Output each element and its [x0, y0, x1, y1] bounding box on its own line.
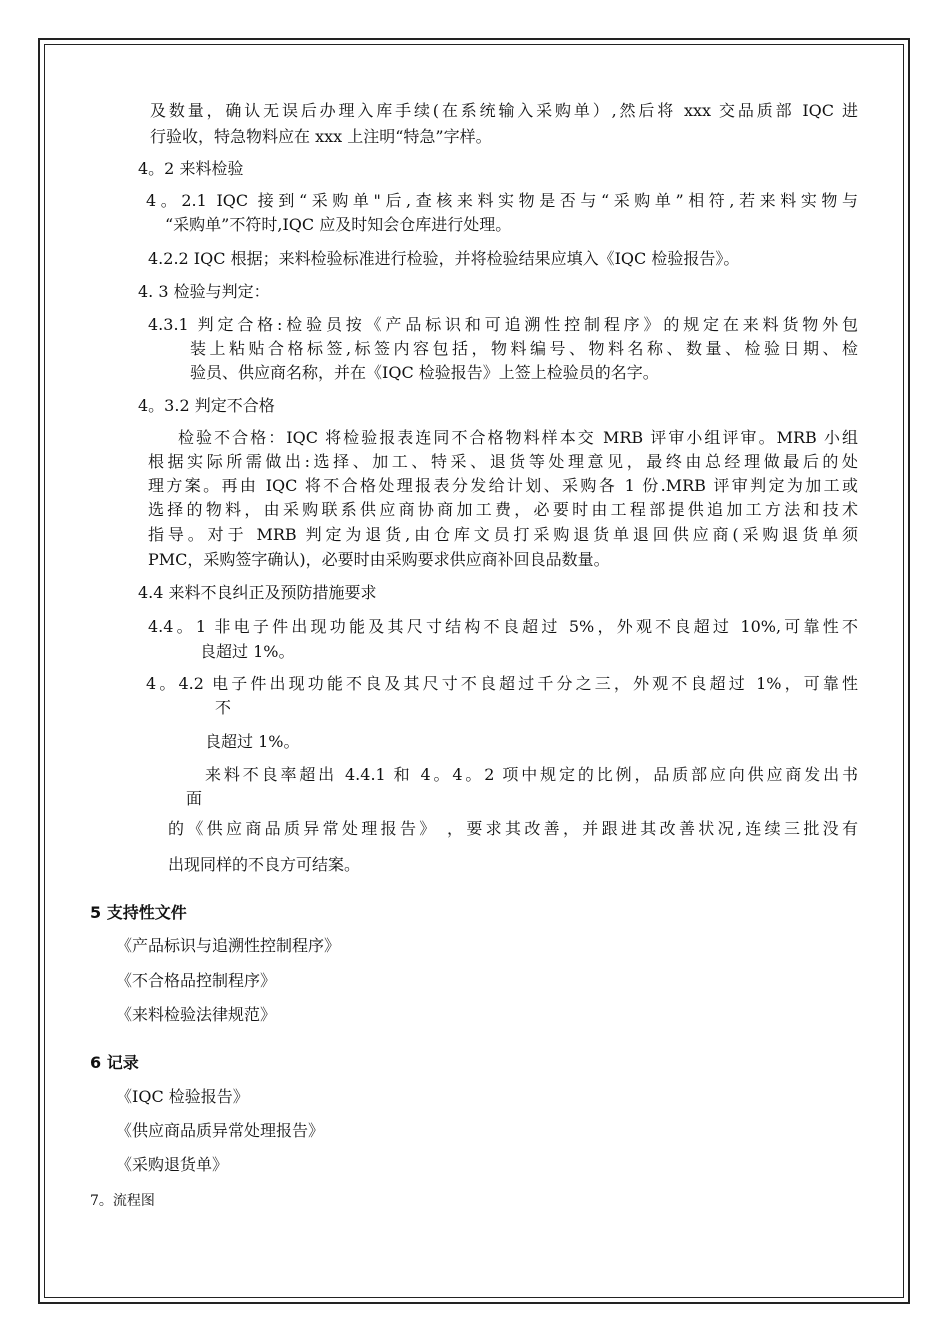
paragraph-line: 选择的物料，由采购联系供应商协商加工费，必要时由工程部提供追加工方法和技术 — [148, 500, 858, 519]
reference-doc-item: 《产品标识与追溯性控制程序》 — [116, 936, 341, 955]
section-heading-6: 6 记录 — [90, 1053, 139, 1072]
paragraph-line: PMC，采购签字确认)，必要时由采购要求供应商补回良品数量。 — [148, 550, 610, 569]
record-item: 《采购退货单》 — [116, 1155, 229, 1174]
paragraph-line: 及数量，确认无误后办理入库手续(在系统输入采购单）,然后将 xxx 交品质部 IQC 进 — [150, 101, 858, 120]
paragraph-line: 不 — [215, 698, 232, 717]
paragraph-line: 检验不合格：IQC 将检验报表连同不合格物料样本交 MRB 评审小组评审。MRB 小组 — [178, 428, 858, 447]
subsection-heading-4-3-2: 4。3.2 判定不合格 — [138, 396, 275, 415]
paragraph-line: 验员、供应商名称，并在《IQC 检验报告》上签上检验员的名字。 — [190, 363, 659, 382]
record-item: 《IQC 检验报告》 — [116, 1087, 249, 1106]
paragraph-line: 4。2.1 IQC 接到“采购单"后,查核来料实物是否与“采购单”相符,若来料实物与 — [146, 191, 858, 210]
section-heading-7: 7。流程图 — [90, 1193, 155, 1209]
paragraph-line: 出现同样的不良方可结案。 — [168, 855, 361, 874]
subsection-heading-4-2: 4。2 来料检验 — [138, 159, 244, 178]
record-item: 《供应商品质异常处理报告》 — [116, 1121, 325, 1140]
paragraph-line: 4.4。1 非电子件出现功能及其尺寸结构不良超过 5%，外观不良超过 10%,可靠性不 — [148, 617, 858, 636]
paragraph-line: 良超过 1%。 — [200, 642, 295, 661]
reference-doc-item: 《不合格品控制程序》 — [116, 971, 277, 990]
paragraph-line: “采购单”不符时,IQC 应及时知会仓库进行处理。 — [165, 215, 512, 234]
paragraph-line: 良超过 1%。 — [205, 732, 300, 751]
paragraph-line: 的《供应商品质异常处理报告》 ，要求其改善，并跟进其改善状况,连续三批没有 — [168, 819, 858, 838]
paragraph-line: 来料不良率超出 4.4.1 和 4。4。2 项中规定的比例，品质部应向供应商发出书 — [205, 765, 858, 784]
reference-doc-item: 《来料检验法律规范》 — [116, 1005, 277, 1024]
paragraph-line: 理方案。再由 IQC 将不合格处理报表分发给计划、采购各 1 份.MRB 评审判定为加工或 — [148, 476, 858, 495]
section-heading-5: 5 支持性文件 — [90, 903, 187, 922]
paragraph-line: 4.3.1 判定合格:检验员按《产品标识和可追溯性控制程序》的规定在来料货物外包 — [148, 315, 858, 334]
paragraph-line: 面 — [186, 789, 203, 808]
paragraph-line: 4.2.2 IQC 根据；来料检验标准进行检验，并将检验结果应填入《IQC 检验报告》。 — [148, 249, 740, 268]
subsection-heading-4-4: 4.4 来料不良纠正及预防措施要求 — [138, 583, 377, 602]
paragraph-line: 根据实际所需做出:选择、加工、特采、退货等处理意见，最终由总经理做最后的处 — [148, 452, 858, 471]
paragraph-line: 装上粘贴合格标签,标签内容包括，物料编号、物料名称、数量、检验日期、检 — [190, 339, 858, 358]
paragraph-line: 指导。对于 MRB 判定为退货,由仓库文员打采购退货单退回供应商(采购退货单须 — [148, 525, 858, 544]
paragraph-line: 行验收，特急物料应在 xxx 上注明“特急”字样。 — [150, 127, 492, 146]
paragraph-line: 4。4.2 电子件出现功能不良及其尺寸不良超过千分之三，外观不良超过 1%，可靠性 — [146, 674, 858, 693]
subsection-heading-4-3: 4. 3 检验与判定： — [138, 282, 270, 301]
